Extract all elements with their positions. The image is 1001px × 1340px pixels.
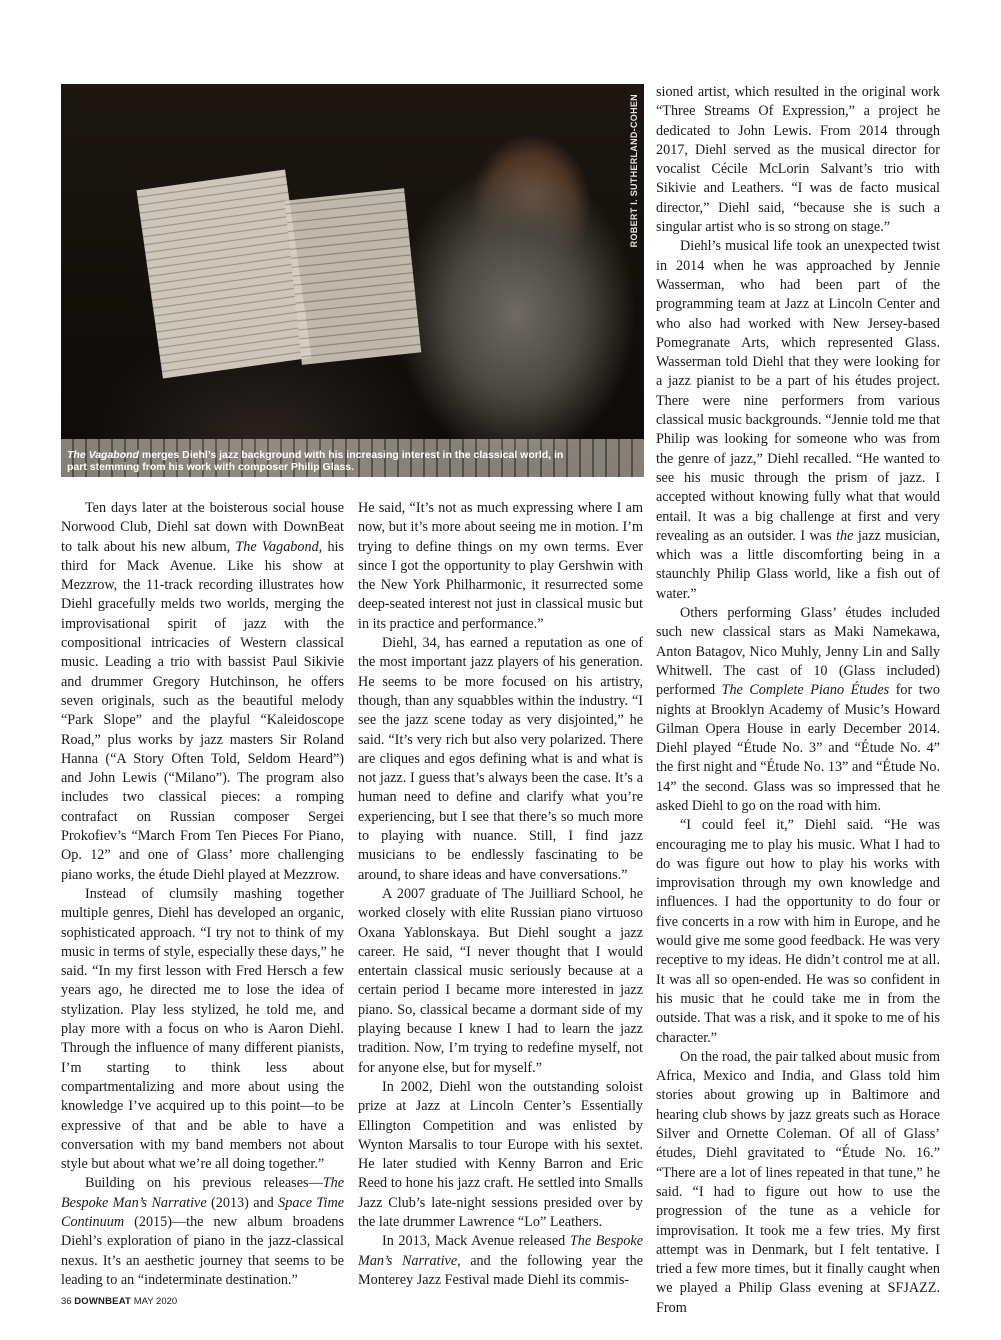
paragraph [61, 499, 344, 885]
emphasis: the [836, 527, 854, 544]
paragraph: In 2002, Diehl won the outstanding soloist prize at Jazz at Lincoln Center’s Essentially Ellington Competition and was enlisted by Wynton Marsalis to tour Europe with his sextet. He later studied with Kenny Barron and Eric Reed to hone his jazz craft. He settled into Smalls Jazz Club’s late-night sessions presided over by the late drummer Lawrence “Lo” Leathers. [358, 1078, 643, 1230]
album-title: The Bespoke Man’s Narrative [61, 1175, 344, 1211]
text: (2013) and [206, 1194, 279, 1211]
article-column-1 [61, 499, 344, 1290]
text: , and the following year the Monterey Jazz Festival made Diehl its commis- [358, 1252, 644, 1288]
article-column-2 [358, 499, 643, 1290]
album-title: The Vagabond [235, 538, 319, 555]
photo-credit: ROBERT I. SUTHERLAND-COHEN [629, 94, 639, 248]
paragraph [61, 1174, 344, 1290]
issue-date: MAY 2020 [133, 1296, 178, 1307]
sheet-music-right [285, 188, 422, 365]
album-title: Space Time Continuum [61, 1194, 345, 1230]
text: (2015)—the new album broadens Diehl’s exploration of piano in the jazz-classical nexus. It’s an aesthetic journey that seems to be leading to an “indeterminate destination.” [61, 1213, 344, 1288]
text: Diehl’s musical life took an unexpected twist in 2014 when he was approached by Jennie Wasserman, who had been part of the programming team at Jazz at Lincoln Center and who also had worked with New Jersey-based Pomegranate Arts, which represented Glass. Wasserman told Diehl that they were looking for a jazz pianist to be a part of his études project. There were nine performers from various classical music backgrounds. “Jennie told me that Philip was looking for someone who was from the genre of jazz,” Diehl recalled. “He wanted to see his music through the prism of jazz. I accepted without knowing fully what that would entail. It was a big challenge at first and very revealing as an outsider. I was [656, 238, 940, 544]
text: Building on his previous releases— [85, 1175, 323, 1192]
page-footer [61, 1296, 177, 1307]
paragraph: sioned artist, which resulted in the original work “Three Streams Of Expression,” a project he dedicated to John Lewis. From 2014 through 2017, Diehl served as the musical director for vocalist Cécile McLorin Salvant’s trio with Sikivie and Leathers. “I was de facto musical director,” Diehl said, “because she is such a singular artist who is so strong on stage.” [656, 84, 940, 236]
text: for two nights at Brooklyn Academy of Music’s Howard Gilman Opera House in early December 2014. Diehl played “Étude No. 3” and “Étude No. 4” the first night and “Étude No. 13” and “Étude No. 14” the second. Glass was so impressed that he asked Diehl to go on the road with him. [656, 682, 940, 814]
text: jazz musician, which was a little discomforting being in a staunchly Philip Glass world, like a fish out of water.” [656, 527, 941, 602]
paragraph: “I could feel it,” Diehl said. “He was encouraging me to play his music. What I had to do was figure out how to play his works with improvisation through my own knowledge and influences. I had the opportunity to do four or five concerts in a row with him in Europe, and he would give me some good feedback. He was very receptive to my ideas. He didn’t control me at all. It was all so open-ended. He was so confident in his music that he could take me in from the outside. That was a risk, and it spoke to me of his character.” [656, 817, 940, 1046]
caption-album-title: The Vagabond [67, 449, 139, 461]
photo-caption [67, 449, 564, 473]
paragraph: A 2007 graduate of The Juilliard School, he worked closely with elite Russian piano virtuoso Oxana Yablonskaya. But Diehl sought a jazz career. He said, “I never thought that I would entertain classical music seriously because at a certain period I became more interested in jazz piano. So, classical became a dormant side of my playing because I knew I had to learn the jazz tradition. Now, I’m trying to redefine myself, not for anyone else, but for myself.” [358, 885, 643, 1076]
magazine-name: DOWNBEAT [74, 1296, 132, 1307]
text: , his third for Mack Avenue. Like his show at Mezzrow, the 11-track recording illustrates how Diehl gracefully melds two worlds, merging the improvisational spirit of jazz with the compositional intricacies of Western classical music. Leading a trio with bassist Paul Sikivie and drummer Gregory Hutchinson, he offers seven originals, such as the beautiful melody “Park Slope” and the playful “Kaleidoscope Road,” plus works by jazz masters Sir Roland Hanna (“A Story Often Told, Seldom Heard”) and John Lewis (“Milano”). The program also includes two classical pieces: a romping contrafact on Russian composer Sergei Prokofiev’s “March From Ten Pieces For Piano, Op. 12” and one of Glass’ more challenging piano works, the étude Diehl played at Mezzrow. [61, 538, 345, 883]
paragraph: Diehl, 34, has earned a reputation as one of the most important jazz players of his generation. He seems to be more focused on his artistry, though, than any squabbles within the industry. “I see the jazz scene today as very disjointed,” he said. “It’s very rich but also very polarized. There are cliques and egos defining what is and what is not jazz. I guess that’s always been the case. It’s a human need to define and clarify what you’re experiencing, but I see that there’s so much more to playing with nuance. Still, I find jazz musicians to be endlessly fascinating to be around, to share ideas and have conversations.” [358, 635, 643, 883]
paragraph: Instead of clumsily mashing together multiple genres, Diehl has developed an organic, sophisticated approach. “I try not to think of my music in terms of style, especially these days,” he said. “In my first lesson with Fred Hersch a few years ago, he directed me to lose the idea of stylization. Play less stylized, he told me, and play more with a focus on who is Aaron Diehl. Through the influence of many different pianists, I’m starting to think less about compartmentalizing and more about using the knowledge I’ve acquired up to this point—to be expressive of that and be able to have a conversation with my band members not about style but about what we’re all doing together.” [61, 885, 344, 1173]
feature-photo [61, 84, 644, 477]
paragraph: He said, “It’s not as much expressing where I am now, but it’s more about seeing me in motion. I’m trying to define things on my own terms. Ever since I got the opportunity to play Gershwin with the New York Philharmonic, it resurrected some deep-seated interest not just in classical music but in its practice and performance.” [358, 500, 643, 632]
article-column-3 [656, 83, 940, 1318]
text: Others performing Glass’ études included such new classical stars as Maki Namekawa, Anton Batagov, Nico Muhly, Jenny Lin and Sally Whitwell. The cast of 10 (Glass included) performed [656, 605, 940, 699]
text: In 2013, Mack Avenue released [382, 1233, 570, 1250]
album-title: The Complete Piano Études [721, 682, 890, 699]
text: Ten days later at the boisterous social house Norwood Club, Diehl sat down with DownBeat to talk about his new album, [61, 500, 344, 555]
caption-text: merges Diehl’s jazz background with his increasing interest in the classical world, in part stemming from his work with composer Philip Glass. [67, 449, 564, 473]
paragraph [656, 604, 940, 816]
paragraph [358, 1232, 643, 1290]
album-title: The Bespoke Man’s Narrative [358, 1233, 643, 1269]
paragraph [656, 237, 940, 604]
page-number: 36 [61, 1296, 72, 1307]
paragraph: On the road, the pair talked about music from Africa, Mexico and India, and Glass told him stories about growing up in Baltimore and hearing club shows by jazz greats such as Horace Silver and Ornette Coleman. Of all of Glass’ études, Diehl gravitated to “Étude No. 16.” “There are a lot of lines repeated in that tune,” he said. “I had to figure out how to use the progression of the tune as a vehicle for improvisation. It took me a few tries. My first attempt was in Denmark, but I felt tentative. I tried a few more times, but it finally caught when we played a Philip Glass evening at SFJAZZ. From [656, 1048, 940, 1316]
